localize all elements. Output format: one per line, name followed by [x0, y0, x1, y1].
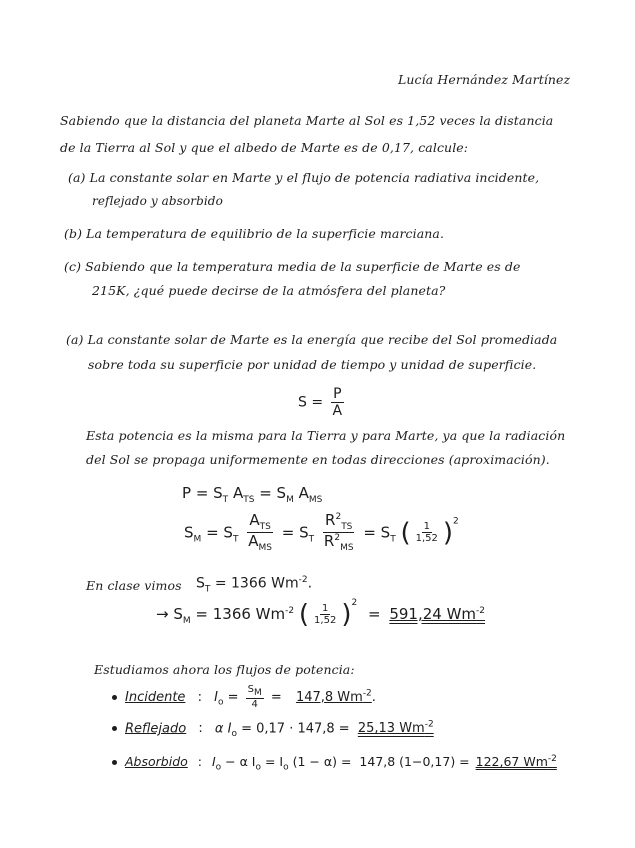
incident-colon: : [197, 689, 202, 705]
eq-sm-eq2-sub: T [308, 534, 315, 545]
absorbed-colon: : [197, 754, 202, 770]
eq-sm-eq3-sub: T [390, 534, 396, 545]
bullet-icon [112, 760, 117, 765]
st-end: . [307, 575, 313, 592]
flux-incident [112, 684, 376, 711]
bullet-icon [112, 695, 117, 700]
eq-p-sub4: MS [308, 495, 323, 505]
eq-sm-f2-num: R [325, 511, 336, 529]
eq-sm-f2-num-sub: TS [341, 522, 353, 532]
st-exp: -2 [298, 575, 308, 585]
absorbed-result-exp: -2 [547, 754, 557, 764]
eq-p-sub1: T [222, 495, 229, 505]
incident-sub: o [217, 697, 224, 708]
st-sub: T [204, 584, 211, 595]
absorbed-expr3: = I [261, 754, 284, 770]
result-mid: = 1366 Wm [190, 605, 286, 623]
eq-sm-eq1-sub: T [232, 534, 239, 545]
eq-sm-f3-num: 1 [423, 520, 430, 532]
incident-expr: I [214, 689, 218, 705]
eq-p-sub2: TS [243, 495, 255, 505]
absorbed-expr: I [211, 754, 216, 770]
eq-sm-f2-den: R [323, 532, 335, 551]
eq-s-den: A [332, 403, 343, 420]
eq-sm-eq1: = S [206, 523, 233, 542]
author-name: Lucía Hernández Martínez [398, 72, 571, 87]
fluxes-title: Estudiamos ahora los flujos de potencia: [94, 662, 355, 677]
eq-sm-f1-den-sub: MS [258, 543, 272, 554]
reflected-expr: α I [214, 721, 232, 737]
eq-sm-f1-num-sub: TS [259, 522, 271, 532]
class-text: En clase vimos [86, 578, 182, 593]
eq-p-sub3: M [286, 495, 294, 505]
incident-result-exp: -2 [362, 688, 372, 699]
eq-p-b: A [228, 484, 244, 502]
eq-sm-f1-num: A [249, 511, 260, 529]
eq-sm-lhs: S [184, 523, 194, 542]
eq-p-a: P = S [182, 484, 223, 502]
eq-p-d: A [293, 484, 309, 502]
result-f-num: 1 [321, 602, 329, 614]
absorbed-sub: o [215, 762, 222, 773]
result-f-den: 1,52 [314, 615, 337, 626]
flux-absorbed [112, 754, 557, 773]
incident-f-num: S [247, 684, 254, 695]
result-value-text: 591,24 Wm [389, 605, 477, 623]
eq-sm-lhs-sub: M [193, 534, 202, 545]
eq-sm-f1-den: A [248, 532, 259, 551]
incident-eq2: = [270, 689, 282, 705]
eq-sm-f3-den: 1,52 [415, 533, 438, 545]
eq-sm-eq3: = S [363, 523, 391, 542]
reflected-label: Reflejado [125, 721, 187, 737]
eq-s-lhs: S = [298, 394, 324, 411]
incident-result [296, 690, 372, 705]
absorbed-result-text: 122,67 Wm [475, 754, 548, 770]
st-value: S [196, 575, 205, 592]
absorbed-sub2: o [255, 762, 262, 773]
result-eq: = [367, 605, 381, 623]
incident-f-den: 4 [251, 699, 258, 711]
earth-solar-constant [196, 575, 312, 594]
reflected-result-text: 25,13 Wm [357, 721, 425, 737]
absorbed-expr2: − α I [221, 754, 256, 770]
result-arrow: → S [156, 605, 183, 623]
result-exp: -2 [285, 606, 295, 616]
solution-a-line2: sobre toda su superficie por unidad de tiempo y unidad de superficie. [88, 357, 537, 372]
incident-result-text: 147,8 Wm [295, 689, 363, 705]
result-sub: M [182, 616, 191, 626]
problem-intro-line1: Sabiendo que la distancia del planeta Marte al Sol es 1,52 veces la distancia [60, 113, 554, 128]
reflected-calc: = 0,17 · 147,8 = [236, 721, 350, 737]
st-rest: = 1366 Wm [210, 575, 299, 592]
absorbed-sub3: o [283, 762, 289, 773]
problem-a-line1: (a) La constante solar en Marte y el flujo de potencia radiativa incidente, [68, 170, 540, 185]
incident-end: . [371, 689, 376, 705]
equation-s-p-over-a [298, 386, 347, 419]
equation-result-sm: → $S_M = 1366$ $Wm^{-2}$ ( $\frac{1}{1,52}$ )$^2$ = 591,24 $Wm^{-2}$ [156, 598, 486, 630]
equation-power-equality [182, 484, 322, 505]
result-value-exp: -2 [476, 606, 486, 616]
flux-reflected [112, 720, 434, 739]
incident-eq: = [223, 689, 239, 705]
eq-sm-exp: 2 [453, 516, 459, 527]
eq-p-c: = S [254, 484, 287, 502]
equation-solar-constant-mars: $S_M = S_T$ $\frac{A_{TS}}{A_{MS}}$ = $S_T$ $\frac{R^2_{TS}}{R^2_{MS}}$ = $S_T$ ( $\frac{1}{1,52}$ )$^2$ [184, 511, 459, 554]
eq-sm-f2-num-sup: 2 [335, 512, 342, 522]
eq-sm-eq2: = S [281, 523, 309, 542]
absorbed-expr4: (1 − α) = [288, 754, 352, 770]
absorbed-result [476, 754, 557, 769]
incident-label: Incidente [125, 689, 186, 705]
reflected-result-exp: -2 [424, 720, 434, 730]
result-pexp: 2 [351, 598, 358, 608]
reflected-sub: o [231, 728, 237, 739]
incident-f-num-sub: M [253, 688, 262, 698]
problem-c-line1: (c) Sabiendo que la temperatura media de la superficie de Marte es de [64, 259, 521, 274]
absorbed-label: Absorbido [125, 754, 188, 770]
text1-line2: del Sol se propaga uniformemente en todas direcciones (aproximación). [86, 452, 550, 467]
problem-a-line2: reflejado y absorbido [92, 194, 223, 208]
text1-line1: Esta potencia es la misma para la Tierra y para Marte, ya que la radiación [86, 428, 566, 443]
reflected-result [358, 721, 434, 736]
problem-c-line2: 215K, ¿qué puede decirse de la atmósfera del planeta? [92, 283, 446, 298]
eq-sm-f2-den-sub: MS [340, 543, 354, 554]
eq-sm-f2-den-sup: 2 [334, 533, 341, 544]
problem-b: (b) La temperatura de equilibrio de la superficie marciana. [64, 226, 445, 241]
solution-a-line1: (a) La constante solar de Marte es la energía que recibe del Sol promediada [66, 332, 558, 347]
result-value-sm [389, 605, 485, 623]
problem-intro-line2: de la Tierra al Sol y que el albedo de Marte es de 0,17, calcule: [60, 140, 469, 155]
reflected-colon: : [198, 721, 203, 737]
eq-s-num: P [333, 386, 342, 402]
bullet-icon [112, 726, 117, 731]
absorbed-calc: 147,8 (1−0,17) = [359, 754, 470, 770]
